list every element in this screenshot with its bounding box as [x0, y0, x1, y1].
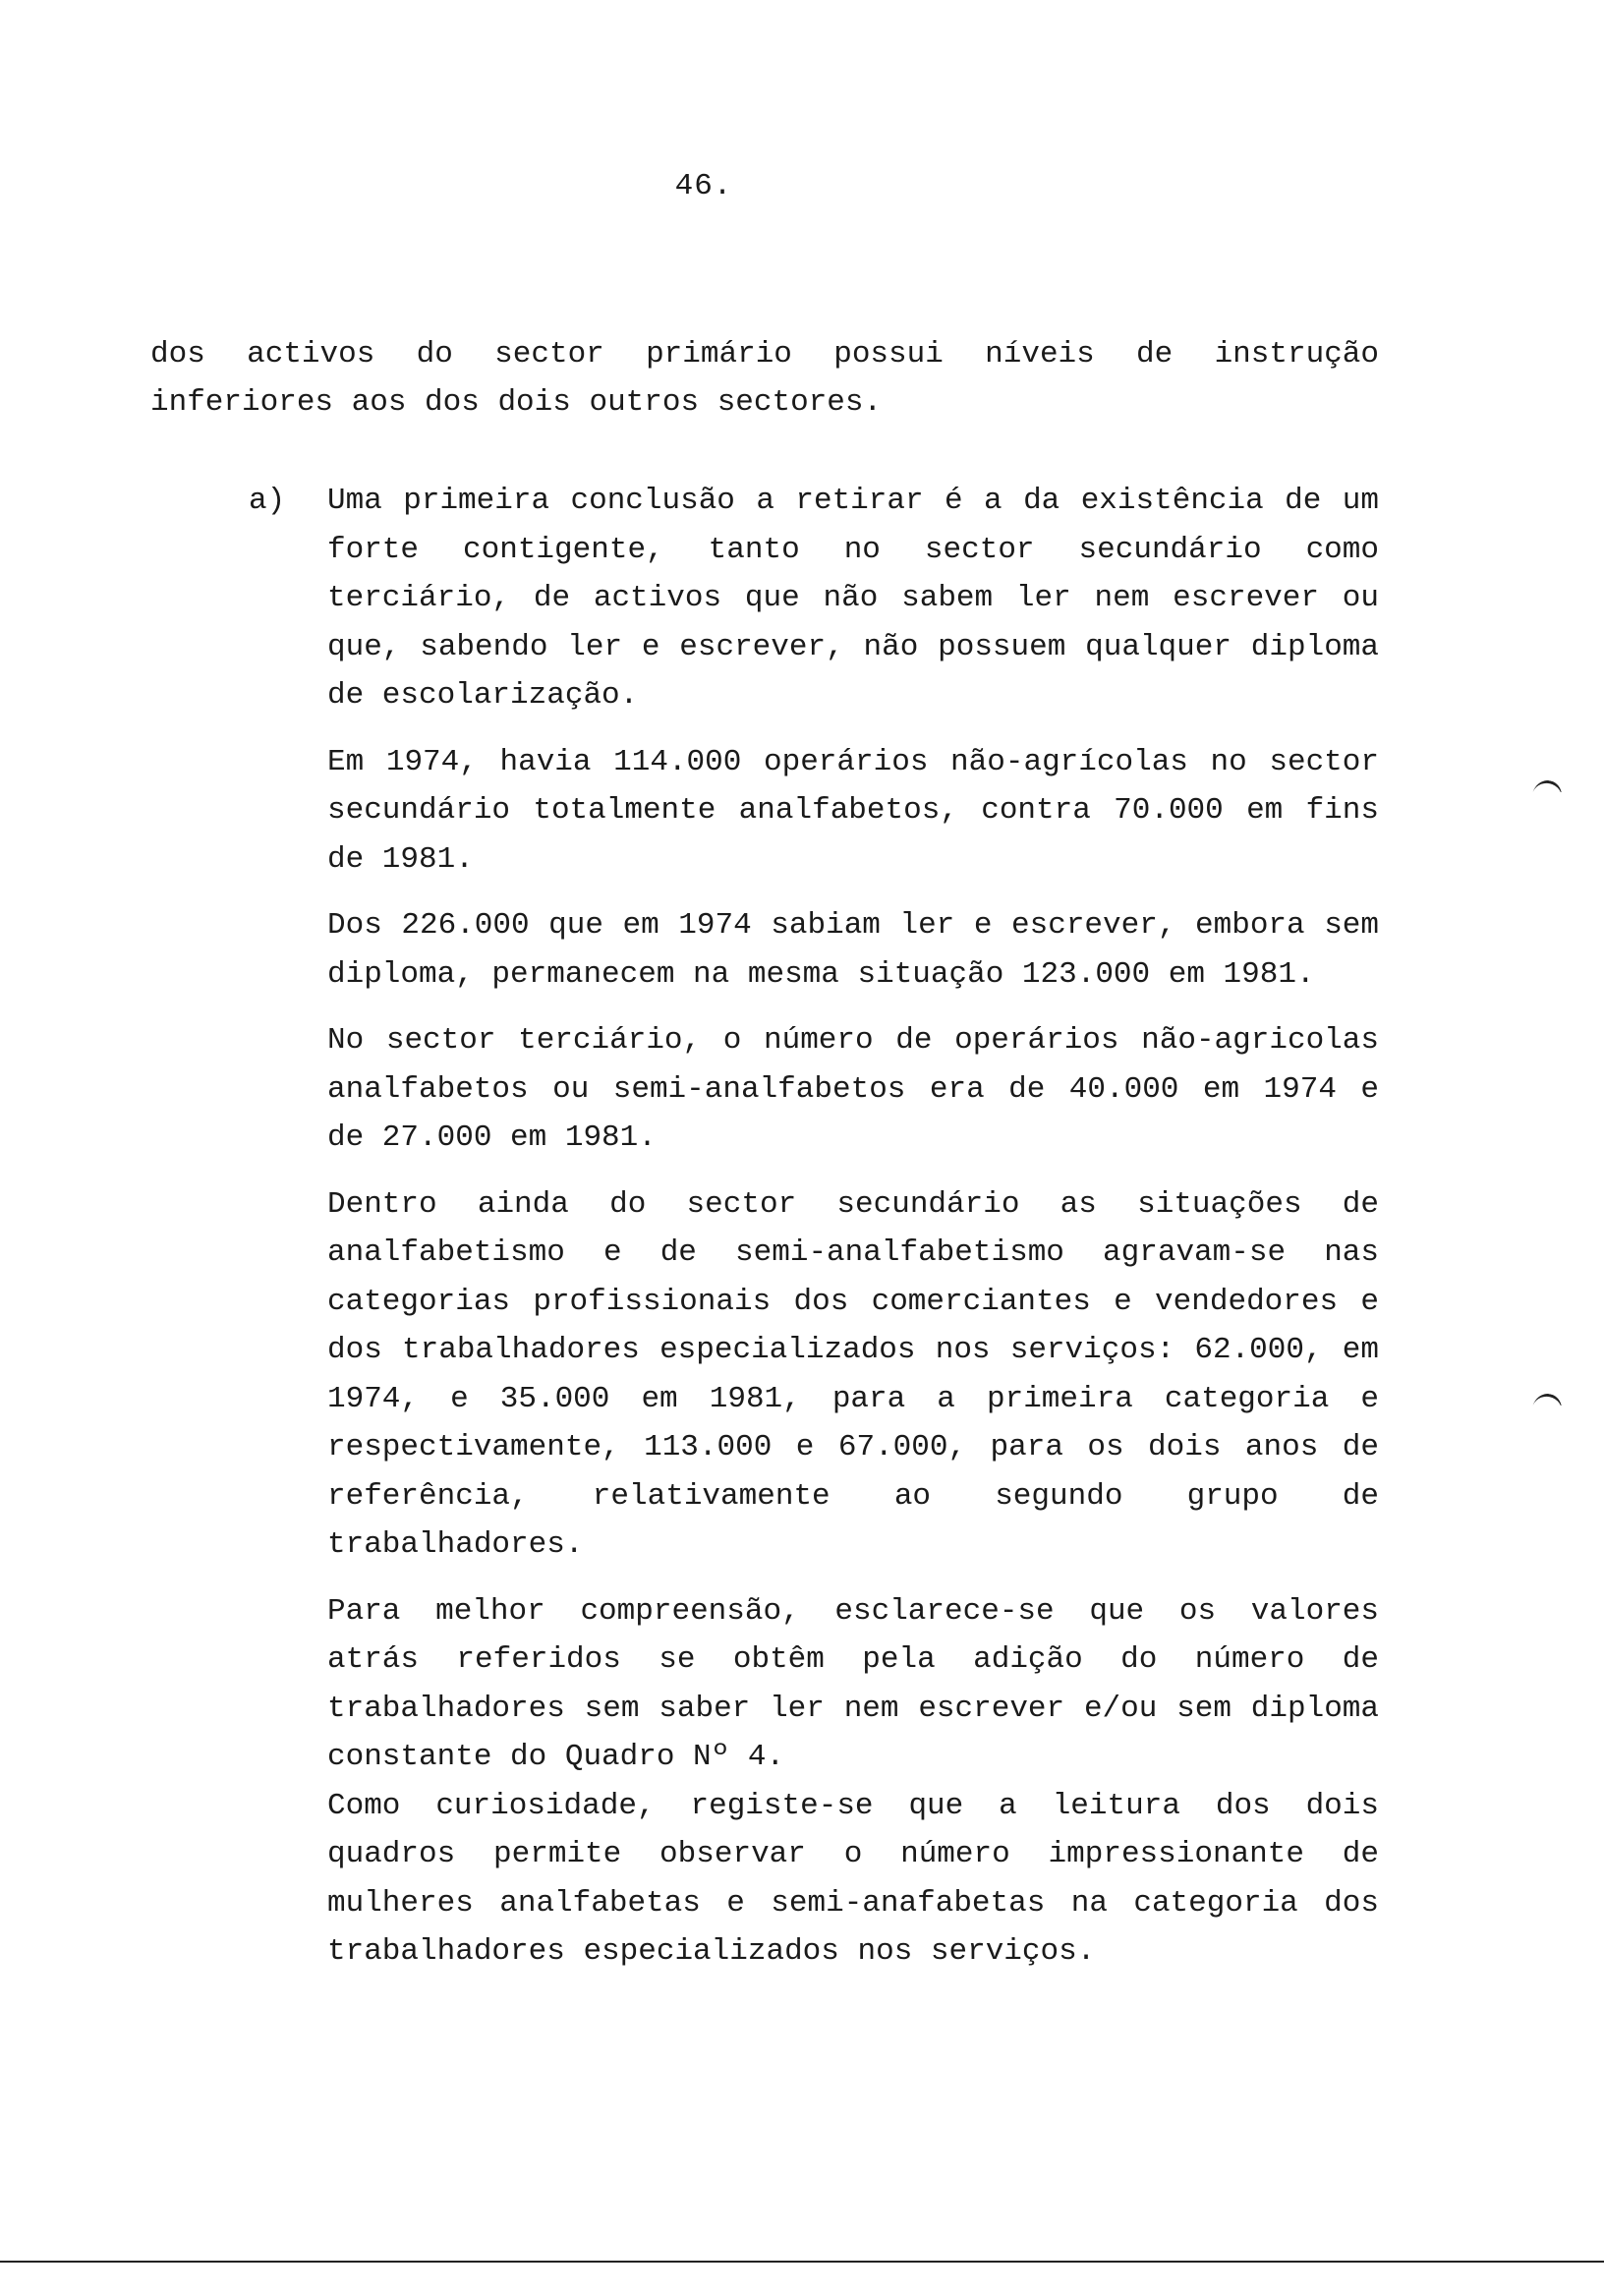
intro-paragraph: dos activos do sector primário possui níveis de instrução inferiores aos dos dois outros sectores.: [150, 337, 1379, 420]
paragraph-1974-secondary: Em 1974, havia 114.000 operários não-agrícolas no sector secundário totalmente analfabetos, contra 70.000 em fins de 1981.: [327, 744, 1379, 877]
paragraph-curiosity: Como curiosidade, registe-se que a leitura dos dois quadros permite observar o número impressionante de mulheres analfabetas e semi-anafabetas na categoria dos trabalhadores especializados nos serviços.: [327, 1788, 1379, 1969]
paragraph-clarification: Para melhor compreensão, esclarece-se que os valores atrás referidos se obtêm pela adição do número de trabalhadores sem saber ler nem escrever e/ou sem diploma constante do Quadro Nº 4.: [327, 1593, 1379, 1774]
paragraph-conclusion: Uma primeira conclusão a retirar é a da existência de um forte contigente, tanto no sector secundário como terciário, de activos que não sabem ler nem escrever ou que, sabendo ler e escrever, não possuem qualquer diploma de escolarização.: [327, 484, 1379, 713]
list-item-body: [327, 477, 1379, 1994]
page-number: 46.: [674, 169, 733, 203]
margin-scan-mark: [1530, 1392, 1570, 1406]
paragraph-professional-categories: Dentro ainda do sector secundário as situações de analfabetismo e de semi-analfabetismo agravam-se nas categorias profissionais dos comerciantes e vendedores e dos trabalhadores especializados nos serviços: 62.000, em 1974, e 35.000 em 1981, para a primeira categoria e respectivamente, 113.000 e 67.000, para os dois anos de referência, relativamente ao segundo grupo de trabalhadores.: [327, 1186, 1379, 1562]
paragraph-literate-without-diploma: Dos 226.000 que em 1974 sabiam ler e escrever, embora sem diploma, permanecem na mesma situação 123.000 em 1981.: [327, 908, 1379, 992]
paragraph-tertiary-sector: No sector terciário, o número de operários não-agricolas analfabetos ou semi-analfabetos era de 40.000 em 1974 e de 27.000 em 1981.: [327, 1023, 1379, 1155]
list-item-marker: a): [249, 484, 286, 518]
margin-scan-mark: [1530, 778, 1570, 792]
bottom-rule: [0, 2261, 1604, 2263]
